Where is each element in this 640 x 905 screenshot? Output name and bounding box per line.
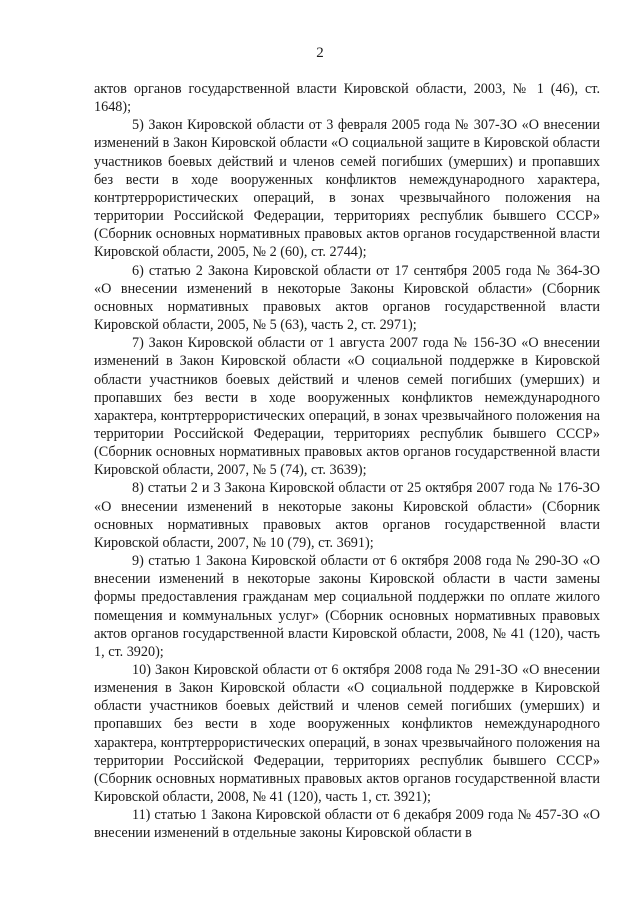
- paragraph-continuation: актов органов государственной власти Кировской области, 2003, № 1 (46), ст. 1648);: [94, 81, 600, 116]
- paragraph-item-11: 11) статью 1 Закона Кировской области от 6 декабря 2009 года № 457-ЗО «О внесении изменений в отдельные законы Кировской области в: [94, 807, 600, 842]
- document-body: [94, 80, 600, 843]
- paragraph-item-9: 9) статью 1 Закона Кировской области от 6 октября 2008 года № 290-ЗО «О внесении изменений в некоторые законы Кировской области в части замены формы предоставления гражданам мер социальной поддержки по оплате жилого помещения и коммунальных услуг» (Сборник основных нормативных правовых актов органов государственной власти Кировской области, 2008, № 41 (120), часть 1, ст. 3920);: [94, 553, 600, 660]
- paragraph-item-6: 6) статью 2 Закона Кировской области от 17 сентября 2005 года № 364-ЗО «О внесении изменений в некоторые Законы Кировской области» (Сборник основных нормативных правовых актов органов государственной власти Кировской области, 2005, № 5 (63), часть 2, ст. 2971);: [94, 262, 600, 334]
- page-number: 2: [316, 45, 324, 61]
- paragraph-item-7: 7) Закон Кировской области от 1 августа 2007 года № 156-ЗО «О внесении изменений в Закон Кировской области «О социальной поддержке в Кировской области участников боевых действий и членов семей погибших (умерших) и пропавших без вести в ходе вооруженных конфликтов немеждународного характера, контртеррористических операций, в зонах чрезвычайного положения на территории Российской Федерации, территориях республик бывшего СССР» (Сборник основных нормативных правовых актов органов государственной власти Кировской области, 2007, № 5 (74), ст. 3639);: [94, 335, 600, 479]
- paragraph-item-5: 5) Закон Кировской области от 3 февраля 2005 года № 307-ЗО «О внесении изменений в Закон Кировской области «О социальной защите в Кировской области участников боевых действий и членов семей погибших (умерших) и пропавших без вести в ходе вооруженных конфликтов немеждународного характера, контртеррористических операций, в зонах чрезвычайного положения на территории Российской Федерации, территориях республик бывшего СССР» (Сборник основных нормативных правовых актов органов государственной власти Кировской области, 2005, № 2 (60), ст. 2744);: [94, 117, 600, 261]
- paragraph-item-10: 10) Закон Кировской области от 6 октября 2008 года № 291-ЗО «О внесении изменения в Закон Кировской области «О социальной поддержке в Кировской области участников боевых действий и членов семей погибших (умерших) и пропавших без вести в ходе вооруженных конфликтов немеждународного характера, контртеррористических операций, в зонах чрезвычайного положения на территории Российской Федерации, территориях республик бывшего СССР» (Сборник основных нормативных правовых актов органов государственной власти Кировской области, 2008, № 41 (120), часть 1, ст. 3921);: [94, 662, 600, 806]
- paragraph-item-8: 8) статьи 2 и 3 Закона Кировской области от 25 октября 2007 года № 176-ЗО «О внесении изменений в некоторые законы Кировской области» (Сборник основных нормативных правовых актов органов государственной власти Кировской области, 2007, № 10 (79), ст. 3691);: [94, 480, 600, 551]
